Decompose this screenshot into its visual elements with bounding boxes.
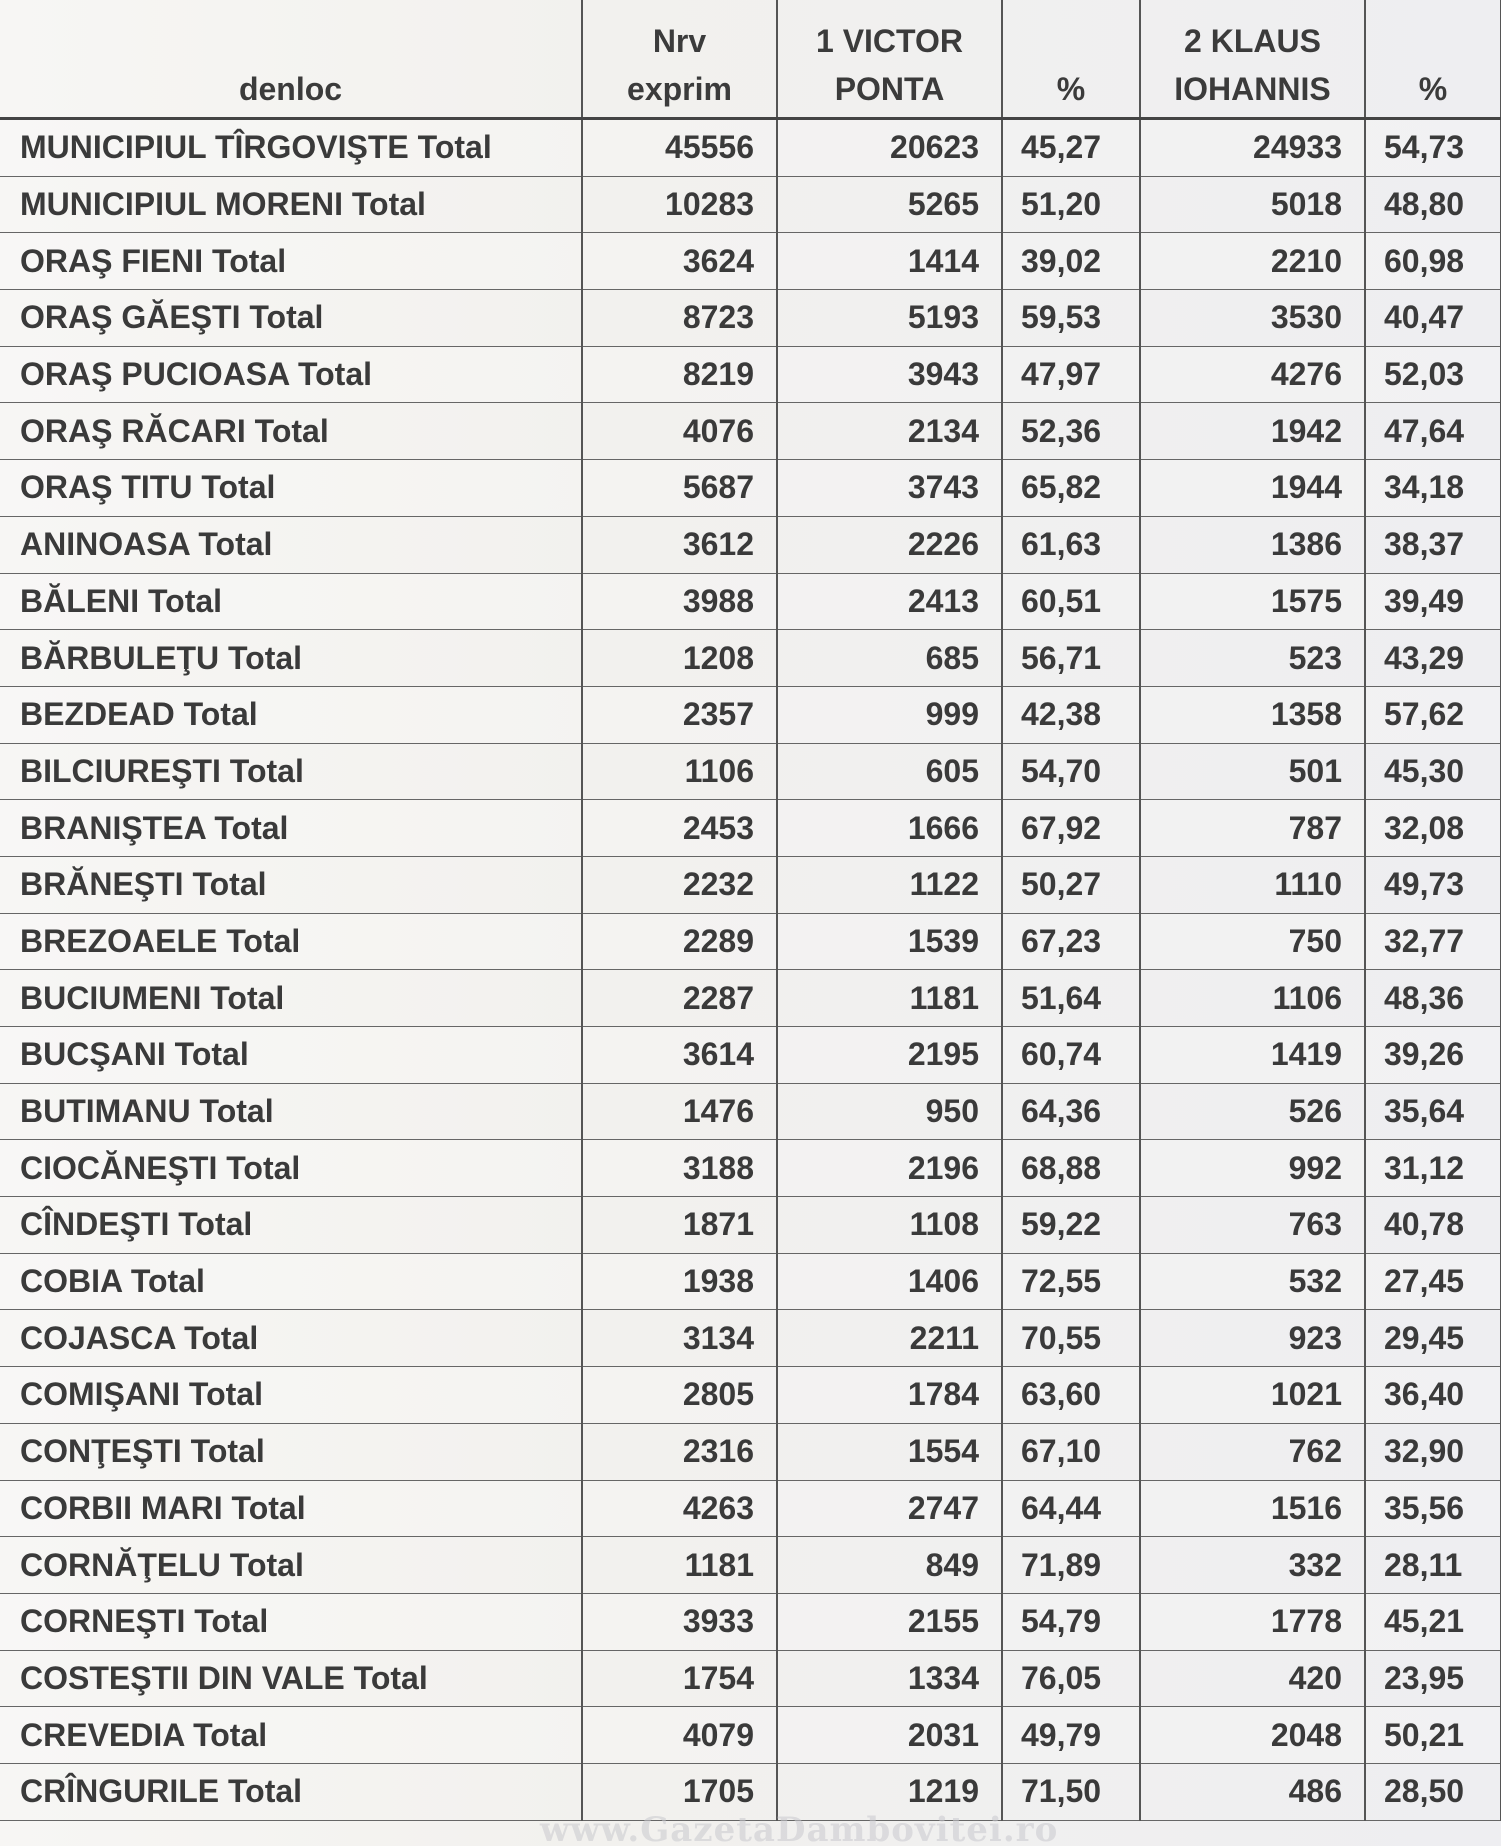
cell-iohannis-percent: 29,45 xyxy=(1365,1310,1501,1367)
cell-iohannis-percent: 32,77 xyxy=(1365,913,1501,970)
cell-iohannis-votes: 2048 xyxy=(1140,1707,1365,1764)
cell-valid-votes: 1476 xyxy=(582,1083,777,1140)
cell-locality: CÎNDEŞTI Total xyxy=(0,1197,582,1254)
cell-valid-votes: 2357 xyxy=(582,686,777,743)
cell-ponta-percent: 72,55 xyxy=(1002,1253,1140,1310)
table-row xyxy=(0,1027,1501,1084)
cell-locality: ORAŞ RĂCARI Total xyxy=(0,403,582,460)
cell-locality: BREZOAELE Total xyxy=(0,913,582,970)
cell-valid-votes: 1705 xyxy=(582,1763,777,1820)
cell-ponta-votes: 5193 xyxy=(777,290,1002,347)
cell-ponta-votes: 3943 xyxy=(777,346,1002,403)
cell-locality: ANINOASA Total xyxy=(0,516,582,573)
cell-ponta-votes: 2155 xyxy=(777,1593,1002,1650)
cell-ponta-votes: 1406 xyxy=(777,1253,1002,1310)
cell-ponta-votes: 1108 xyxy=(777,1197,1002,1254)
table-row xyxy=(0,1707,1501,1764)
table-row xyxy=(0,686,1501,743)
cell-ponta-percent: 59,53 xyxy=(1002,290,1140,347)
cell-locality: COJASCA Total xyxy=(0,1310,582,1367)
table-row xyxy=(0,1367,1501,1424)
cell-iohannis-votes: 1106 xyxy=(1140,970,1365,1027)
cell-valid-votes: 4076 xyxy=(582,403,777,460)
cell-locality: BUTIMANU Total xyxy=(0,1083,582,1140)
table-row xyxy=(0,1083,1501,1140)
table-row xyxy=(0,1480,1501,1537)
cell-locality: BEZDEAD Total xyxy=(0,686,582,743)
cell-iohannis-percent: 43,29 xyxy=(1365,630,1501,687)
table-header xyxy=(0,0,1501,119)
cell-valid-votes: 3614 xyxy=(582,1027,777,1084)
cell-locality: CRÎNGURILE Total xyxy=(0,1763,582,1820)
cell-ponta-percent: 71,50 xyxy=(1002,1763,1140,1820)
cell-iohannis-percent: 54,73 xyxy=(1365,119,1501,177)
cell-ponta-votes: 2211 xyxy=(777,1310,1002,1367)
header-nrv-exprim xyxy=(582,0,777,119)
cell-ponta-percent: 67,10 xyxy=(1002,1423,1140,1480)
cell-ponta-votes: 685 xyxy=(777,630,1002,687)
cell-iohannis-percent: 48,36 xyxy=(1365,970,1501,1027)
cell-valid-votes: 1181 xyxy=(582,1537,777,1594)
cell-ponta-votes: 2226 xyxy=(777,516,1002,573)
header-row xyxy=(0,0,1501,119)
cell-ponta-percent: 49,79 xyxy=(1002,1707,1140,1764)
cell-locality: ORAŞ TITU Total xyxy=(0,460,582,517)
header-line: 2 KLAUS xyxy=(1184,23,1321,59)
cell-valid-votes: 10283 xyxy=(582,176,777,233)
table-row xyxy=(0,573,1501,630)
cell-valid-votes: 3933 xyxy=(582,1593,777,1650)
cell-ponta-votes: 605 xyxy=(777,743,1002,800)
cell-ponta-votes: 1554 xyxy=(777,1423,1002,1480)
table-row xyxy=(0,1593,1501,1650)
cell-locality: COMIŞANI Total xyxy=(0,1367,582,1424)
header-line: exprim xyxy=(627,71,732,107)
cell-ponta-votes: 20623 xyxy=(777,119,1002,177)
cell-locality: CORBII MARI Total xyxy=(0,1480,582,1537)
cell-valid-votes: 2232 xyxy=(582,856,777,913)
cell-valid-votes: 2289 xyxy=(582,913,777,970)
cell-iohannis-votes: 532 xyxy=(1140,1253,1365,1310)
cell-iohannis-percent: 52,03 xyxy=(1365,346,1501,403)
cell-ponta-votes: 1334 xyxy=(777,1650,1002,1707)
cell-iohannis-percent: 50,21 xyxy=(1365,1707,1501,1764)
cell-ponta-votes: 849 xyxy=(777,1537,1002,1594)
cell-ponta-percent: 59,22 xyxy=(1002,1197,1140,1254)
header-line: IOHANNIS xyxy=(1174,71,1331,107)
table-row xyxy=(0,460,1501,517)
cell-valid-votes: 8219 xyxy=(582,346,777,403)
cell-locality: BĂRBULEŢU Total xyxy=(0,630,582,687)
cell-locality: MUNICIPIUL MORENI Total xyxy=(0,176,582,233)
cell-locality: BRĂNEŞTI Total xyxy=(0,856,582,913)
header-denloc xyxy=(0,0,582,119)
watermark: www.GazetaDambovitei.ro xyxy=(540,1810,1059,1846)
cell-locality: MUNICIPIUL TÎRGOVIŞTE Total xyxy=(0,119,582,177)
cell-ponta-percent: 70,55 xyxy=(1002,1310,1140,1367)
cell-ponta-votes: 950 xyxy=(777,1083,1002,1140)
cell-valid-votes: 4079 xyxy=(582,1707,777,1764)
cell-locality: CREVEDIA Total xyxy=(0,1707,582,1764)
cell-ponta-votes: 1539 xyxy=(777,913,1002,970)
cell-locality: CORNEŞTI Total xyxy=(0,1593,582,1650)
cell-iohannis-votes: 1942 xyxy=(1140,403,1365,460)
cell-valid-votes: 3188 xyxy=(582,1140,777,1197)
cell-ponta-percent: 45,27 xyxy=(1002,119,1140,177)
cell-valid-votes: 5687 xyxy=(582,460,777,517)
cell-iohannis-votes: 1386 xyxy=(1140,516,1365,573)
cell-iohannis-percent: 39,26 xyxy=(1365,1027,1501,1084)
table-row xyxy=(0,176,1501,233)
cell-iohannis-votes: 2210 xyxy=(1140,233,1365,290)
cell-ponta-percent: 54,70 xyxy=(1002,743,1140,800)
cell-locality: BUCŞANI Total xyxy=(0,1027,582,1084)
cell-ponta-votes: 5265 xyxy=(777,176,1002,233)
cell-valid-votes: 2453 xyxy=(582,800,777,857)
table-row xyxy=(0,1140,1501,1197)
cell-iohannis-votes: 992 xyxy=(1140,1140,1365,1197)
table-body xyxy=(0,119,1501,1821)
table-row xyxy=(0,1423,1501,1480)
table-row xyxy=(0,1763,1501,1820)
cell-valid-votes: 3624 xyxy=(582,233,777,290)
cell-locality: COSTEŞTII DIN VALE Total xyxy=(0,1650,582,1707)
cell-ponta-percent: 47,97 xyxy=(1002,346,1140,403)
cell-ponta-percent: 65,82 xyxy=(1002,460,1140,517)
table-row xyxy=(0,913,1501,970)
cell-iohannis-votes: 1575 xyxy=(1140,573,1365,630)
header-line: PONTA xyxy=(834,71,945,107)
cell-iohannis-votes: 762 xyxy=(1140,1423,1365,1480)
header-line: % xyxy=(1056,71,1086,107)
cell-iohannis-percent: 39,49 xyxy=(1365,573,1501,630)
cell-iohannis-percent: 32,90 xyxy=(1365,1423,1501,1480)
cell-iohannis-votes: 1419 xyxy=(1140,1027,1365,1084)
cell-ponta-votes: 1666 xyxy=(777,800,1002,857)
cell-ponta-votes: 2031 xyxy=(777,1707,1002,1764)
table-row xyxy=(0,970,1501,1027)
table-row xyxy=(0,346,1501,403)
cell-iohannis-votes: 763 xyxy=(1140,1197,1365,1254)
cell-locality: CONŢEŞTI Total xyxy=(0,1423,582,1480)
cell-valid-votes: 3612 xyxy=(582,516,777,573)
cell-ponta-votes: 1414 xyxy=(777,233,1002,290)
cell-ponta-percent: 54,79 xyxy=(1002,1593,1140,1650)
header-percent-iohannis xyxy=(1365,0,1501,119)
cell-iohannis-percent: 31,12 xyxy=(1365,1140,1501,1197)
cell-iohannis-percent: 48,80 xyxy=(1365,176,1501,233)
cell-iohannis-percent: 34,18 xyxy=(1365,460,1501,517)
cell-ponta-votes: 2134 xyxy=(777,403,1002,460)
table-row xyxy=(0,1650,1501,1707)
cell-iohannis-votes: 486 xyxy=(1140,1763,1365,1820)
cell-iohannis-percent: 38,37 xyxy=(1365,516,1501,573)
cell-iohannis-votes: 923 xyxy=(1140,1310,1365,1367)
cell-valid-votes: 8723 xyxy=(582,290,777,347)
cell-iohannis-votes: 501 xyxy=(1140,743,1365,800)
cell-iohannis-votes: 1944 xyxy=(1140,460,1365,517)
header-line: % xyxy=(1418,71,1448,107)
cell-iohannis-percent: 45,21 xyxy=(1365,1593,1501,1650)
table-row xyxy=(0,233,1501,290)
cell-ponta-percent: 63,60 xyxy=(1002,1367,1140,1424)
cell-ponta-votes: 1784 xyxy=(777,1367,1002,1424)
table-row xyxy=(0,1310,1501,1367)
cell-ponta-percent: 51,20 xyxy=(1002,176,1140,233)
header-line: 1 VICTOR xyxy=(816,23,963,59)
cell-locality: BĂLENI Total xyxy=(0,573,582,630)
cell-ponta-percent: 52,36 xyxy=(1002,403,1140,460)
cell-ponta-percent: 68,88 xyxy=(1002,1140,1140,1197)
cell-ponta-percent: 61,63 xyxy=(1002,516,1140,573)
header-percent-ponta xyxy=(1002,0,1140,119)
cell-iohannis-votes: 5018 xyxy=(1140,176,1365,233)
table-row xyxy=(0,630,1501,687)
cell-locality: BRANIŞTEA Total xyxy=(0,800,582,857)
cell-ponta-percent: 60,51 xyxy=(1002,573,1140,630)
cell-iohannis-votes: 332 xyxy=(1140,1537,1365,1594)
cell-iohannis-votes: 526 xyxy=(1140,1083,1365,1140)
cell-valid-votes: 1938 xyxy=(582,1253,777,1310)
cell-iohannis-percent: 32,08 xyxy=(1365,800,1501,857)
cell-ponta-percent: 64,36 xyxy=(1002,1083,1140,1140)
cell-iohannis-percent: 36,40 xyxy=(1365,1367,1501,1424)
cell-iohannis-percent: 57,62 xyxy=(1365,686,1501,743)
cell-valid-votes: 1754 xyxy=(582,1650,777,1707)
cell-iohannis-percent: 45,30 xyxy=(1365,743,1501,800)
cell-ponta-votes: 999 xyxy=(777,686,1002,743)
cell-locality: COBIA Total xyxy=(0,1253,582,1310)
cell-ponta-percent: 42,38 xyxy=(1002,686,1140,743)
cell-iohannis-percent: 28,11 xyxy=(1365,1537,1501,1594)
table-row xyxy=(0,516,1501,573)
cell-valid-votes: 45556 xyxy=(582,119,777,177)
cell-ponta-percent: 50,27 xyxy=(1002,856,1140,913)
cell-valid-votes: 2805 xyxy=(582,1367,777,1424)
cell-iohannis-votes: 24933 xyxy=(1140,119,1365,177)
cell-iohannis-percent: 35,64 xyxy=(1365,1083,1501,1140)
cell-iohannis-votes: 1021 xyxy=(1140,1367,1365,1424)
cell-ponta-percent: 76,05 xyxy=(1002,1650,1140,1707)
cell-ponta-votes: 3743 xyxy=(777,460,1002,517)
cell-iohannis-votes: 1778 xyxy=(1140,1593,1365,1650)
cell-locality: BUCIUMENI Total xyxy=(0,970,582,1027)
cell-iohannis-percent: 27,45 xyxy=(1365,1253,1501,1310)
table-row xyxy=(0,800,1501,857)
cell-ponta-percent: 67,92 xyxy=(1002,800,1140,857)
cell-ponta-votes: 2195 xyxy=(777,1027,1002,1084)
cell-ponta-percent: 39,02 xyxy=(1002,233,1140,290)
cell-iohannis-votes: 787 xyxy=(1140,800,1365,857)
cell-ponta-votes: 2747 xyxy=(777,1480,1002,1537)
table-row xyxy=(0,743,1501,800)
cell-valid-votes: 2287 xyxy=(582,970,777,1027)
cell-iohannis-percent: 47,64 xyxy=(1365,403,1501,460)
cell-iohannis-percent: 28,50 xyxy=(1365,1763,1501,1820)
cell-ponta-percent: 51,64 xyxy=(1002,970,1140,1027)
cell-iohannis-percent: 60,98 xyxy=(1365,233,1501,290)
header-line: Nrv xyxy=(652,23,707,59)
cell-iohannis-votes: 4276 xyxy=(1140,346,1365,403)
cell-ponta-votes: 1122 xyxy=(777,856,1002,913)
cell-ponta-votes: 2196 xyxy=(777,1140,1002,1197)
table-row xyxy=(0,856,1501,913)
cell-ponta-votes: 2413 xyxy=(777,573,1002,630)
cell-iohannis-votes: 3530 xyxy=(1140,290,1365,347)
cell-valid-votes: 3134 xyxy=(582,1310,777,1367)
table-row xyxy=(0,1197,1501,1254)
cell-iohannis-votes: 1358 xyxy=(1140,686,1365,743)
cell-locality: CORNĂŢELU Total xyxy=(0,1537,582,1594)
table-row xyxy=(0,403,1501,460)
cell-iohannis-votes: 523 xyxy=(1140,630,1365,687)
header-victor-ponta xyxy=(777,0,1002,119)
cell-ponta-percent: 64,44 xyxy=(1002,1480,1140,1537)
cell-ponta-percent: 60,74 xyxy=(1002,1027,1140,1084)
cell-valid-votes: 1208 xyxy=(582,630,777,687)
cell-locality: BILCIUREŞTI Total xyxy=(0,743,582,800)
cell-locality: ORAŞ PUCIOASA Total xyxy=(0,346,582,403)
cell-iohannis-percent: 40,47 xyxy=(1365,290,1501,347)
cell-locality: ORAŞ GĂEŞTI Total xyxy=(0,290,582,347)
table-row xyxy=(0,119,1501,177)
cell-valid-votes: 2316 xyxy=(582,1423,777,1480)
table-row xyxy=(0,1253,1501,1310)
cell-ponta-votes: 1219 xyxy=(777,1763,1002,1820)
table-row xyxy=(0,1537,1501,1594)
cell-iohannis-votes: 1516 xyxy=(1140,1480,1365,1537)
cell-iohannis-percent: 23,95 xyxy=(1365,1650,1501,1707)
cell-ponta-percent: 67,23 xyxy=(1002,913,1140,970)
cell-iohannis-votes: 1110 xyxy=(1140,856,1365,913)
cell-valid-votes: 3988 xyxy=(582,573,777,630)
header-line: denloc xyxy=(238,71,343,107)
cell-iohannis-votes: 750 xyxy=(1140,913,1365,970)
cell-iohannis-percent: 35,56 xyxy=(1365,1480,1501,1537)
cell-valid-votes: 4263 xyxy=(582,1480,777,1537)
header-klaus-iohannis xyxy=(1140,0,1365,119)
cell-valid-votes: 1871 xyxy=(582,1197,777,1254)
cell-valid-votes: 1106 xyxy=(582,743,777,800)
cell-ponta-percent: 56,71 xyxy=(1002,630,1140,687)
table-row xyxy=(0,290,1501,347)
cell-locality: CIOCĂNEŞTI Total xyxy=(0,1140,582,1197)
cell-iohannis-votes: 420 xyxy=(1140,1650,1365,1707)
cell-locality: ORAŞ FIENI Total xyxy=(0,233,582,290)
cell-ponta-percent: 71,89 xyxy=(1002,1537,1140,1594)
cell-ponta-votes: 1181 xyxy=(777,970,1002,1027)
cell-iohannis-percent: 40,78 xyxy=(1365,1197,1501,1254)
cell-iohannis-percent: 49,73 xyxy=(1365,856,1501,913)
